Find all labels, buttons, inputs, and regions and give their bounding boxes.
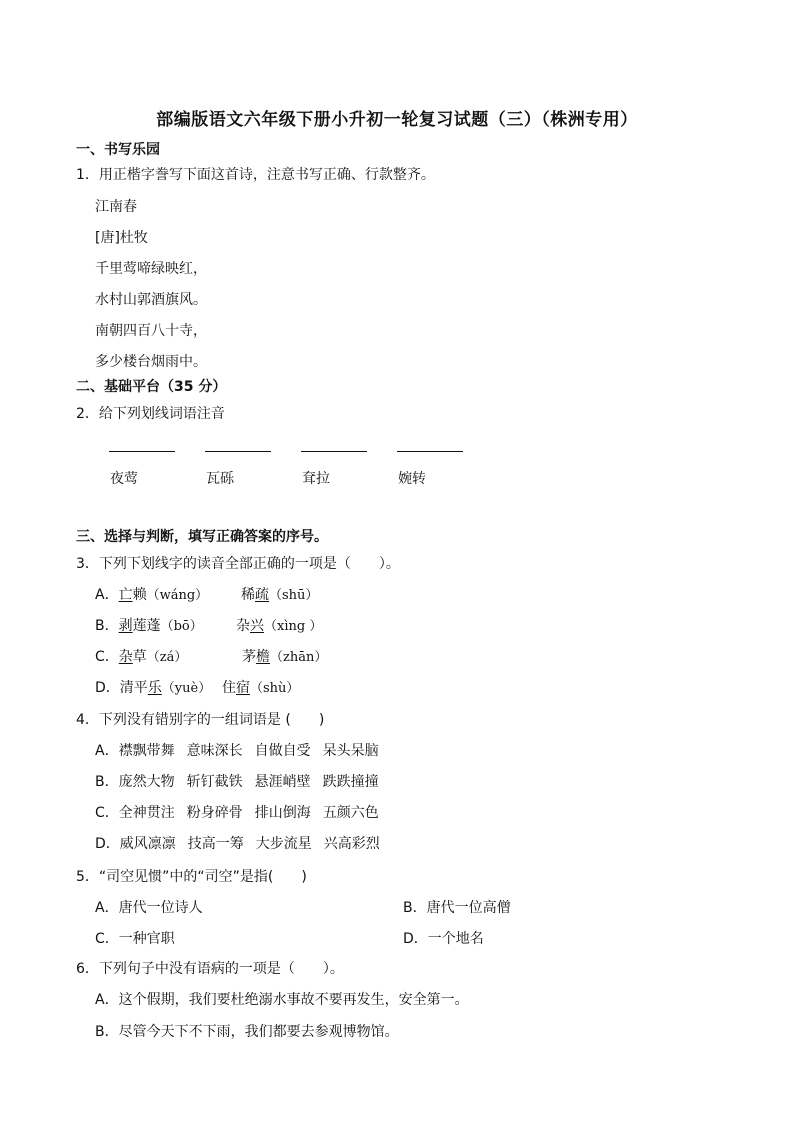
q3-option-b[interactable] bbox=[95, 617, 203, 636]
underlined-char: 宿 bbox=[236, 680, 250, 696]
option-label: A． bbox=[95, 743, 119, 759]
q5-option-a[interactable]: A．唐代一位诗人 bbox=[95, 900, 203, 916]
q6-option-a[interactable]: A．这个假期，我们要杜绝溺水事故不要再发生，安全第一。 bbox=[95, 992, 469, 1008]
q4-option-d[interactable] bbox=[95, 835, 380, 853]
option-label: C． bbox=[95, 649, 119, 665]
poem-author: [唐]杜牧 bbox=[95, 230, 148, 246]
word: 跌跌撞撞 bbox=[322, 774, 379, 790]
q2-word-1: 夜莺 bbox=[110, 471, 138, 487]
pinyin: （xìng ） bbox=[264, 619, 323, 634]
word-part: 杂 bbox=[236, 618, 250, 634]
underlined-char: 剥 bbox=[118, 618, 133, 634]
section-2-heading: 二、基础平台（35 分） bbox=[76, 379, 227, 395]
word-part: 莲蓬 bbox=[132, 618, 161, 634]
pinyin-blank-3[interactable] bbox=[301, 451, 367, 452]
underlined-char: 乐 bbox=[147, 680, 162, 696]
option-label: D． bbox=[95, 680, 120, 696]
word: 排山倒海 bbox=[254, 805, 311, 821]
underlined-char: 亡 bbox=[118, 587, 133, 603]
section-1-heading: 一、书写乐园 bbox=[76, 142, 160, 158]
q5-stem: 5．“司空见惯”中的“司空”是指( ) bbox=[76, 869, 307, 885]
q3-option-b-word-2 bbox=[236, 617, 322, 636]
pinyin: （zhān） bbox=[270, 650, 328, 665]
word: 斩钉截铁 bbox=[186, 774, 243, 790]
word: 自做自受 bbox=[254, 743, 311, 759]
q3-option-d-word-2 bbox=[222, 679, 299, 698]
pinyin-blank-1[interactable] bbox=[109, 451, 175, 452]
pinyin: （shū） bbox=[269, 588, 319, 603]
word: 呆头呆脑 bbox=[322, 743, 379, 759]
word: 粉身碎骨 bbox=[186, 805, 243, 821]
section-3-heading: 三、选择与判断，填写正确答案的序号。 bbox=[76, 529, 328, 545]
poem-line-4: 多少楼台烟雨中。 bbox=[95, 354, 207, 370]
option-label: A． bbox=[95, 587, 119, 603]
pinyin-blank-2[interactable] bbox=[205, 451, 271, 452]
underlined-char: 疏 bbox=[255, 587, 269, 603]
word-part: 茅 bbox=[242, 649, 256, 665]
option-label: B． bbox=[95, 774, 119, 790]
poem-line-2: 水村山郭酒旗风。 bbox=[95, 292, 207, 308]
q1-stem: 1．用正楷字誊写下面这首诗，注意书写正确、行款整齐。 bbox=[76, 167, 435, 183]
q6-option-b[interactable]: B．尽管今天下不下雨，我们都要去参观博物馆。 bbox=[95, 1024, 399, 1040]
q4-option-a[interactable] bbox=[95, 742, 379, 760]
word: 威风凛凛 bbox=[119, 836, 176, 852]
word: 大步流星 bbox=[255, 836, 312, 852]
q3-option-c-word-2 bbox=[242, 648, 327, 667]
word: 庞然大物 bbox=[118, 774, 175, 790]
pinyin: （shù） bbox=[250, 681, 300, 696]
q3-option-a-word-2 bbox=[241, 586, 318, 605]
q3-option-d[interactable] bbox=[95, 679, 211, 698]
q5-option-d[interactable]: D．一个地名 bbox=[403, 931, 484, 947]
q3-stem: 3．下列下划线字的读音全部正确的一项是（ ）。 bbox=[76, 556, 400, 572]
poem-title: 江南春 bbox=[95, 199, 137, 215]
pinyin: （bō） bbox=[160, 619, 203, 634]
q6-stem: 6．下列句子中没有语病的一项是（ ）。 bbox=[76, 961, 344, 977]
q2-word-3: 耷拉 bbox=[302, 471, 330, 487]
word: 五颜六色 bbox=[322, 805, 379, 821]
q3-option-a[interactable] bbox=[95, 586, 208, 605]
poem-line-1: 千里莺啼绿映红， bbox=[95, 261, 207, 277]
pinyin-blank-4[interactable] bbox=[397, 451, 463, 452]
q3-option-c[interactable] bbox=[95, 648, 187, 667]
poem-line-3: 南朝四百八十寺， bbox=[95, 323, 207, 339]
word-part: 住 bbox=[222, 680, 236, 696]
word: 意味深长 bbox=[186, 743, 243, 759]
q2-stem: 2．给下列划线词语注音 bbox=[76, 406, 225, 422]
word-part: 草 bbox=[132, 649, 147, 665]
underlined-char: 杂 bbox=[118, 649, 133, 665]
word: 技高一筹 bbox=[187, 836, 244, 852]
q5-option-b[interactable]: B．唐代一位高僧 bbox=[403, 900, 511, 916]
page-title: 部编版语文六年级下册小升初一轮复习试题（三）（株洲专用） bbox=[156, 110, 638, 130]
pinyin: （zá） bbox=[146, 650, 188, 665]
word-part: 稀 bbox=[241, 587, 255, 603]
pinyin: （wáng） bbox=[146, 588, 209, 603]
option-label: C． bbox=[95, 805, 119, 821]
word: 襟飘带舞 bbox=[118, 743, 175, 759]
pinyin: （yuè） bbox=[161, 681, 212, 696]
q4-stem: 4．下列没有错别字的一组词语是 ( ) bbox=[76, 712, 325, 728]
word-part: 赖 bbox=[132, 587, 147, 603]
word-part: 清平 bbox=[119, 680, 148, 696]
option-label: D． bbox=[95, 836, 120, 852]
underlined-char: 兴 bbox=[250, 618, 264, 634]
q4-option-c[interactable] bbox=[95, 804, 379, 822]
q5-option-c[interactable]: C．一种官职 bbox=[95, 931, 175, 947]
q2-word-4: 婉转 bbox=[398, 471, 426, 487]
q4-option-b[interactable] bbox=[95, 773, 379, 791]
underlined-char: 檐 bbox=[256, 649, 270, 665]
word: 悬涯峭壁 bbox=[254, 774, 311, 790]
word: 全神贯注 bbox=[118, 805, 175, 821]
word: 兴高彩烈 bbox=[323, 836, 380, 852]
option-label: B． bbox=[95, 618, 119, 634]
q2-word-2: 瓦砾 bbox=[206, 471, 234, 487]
